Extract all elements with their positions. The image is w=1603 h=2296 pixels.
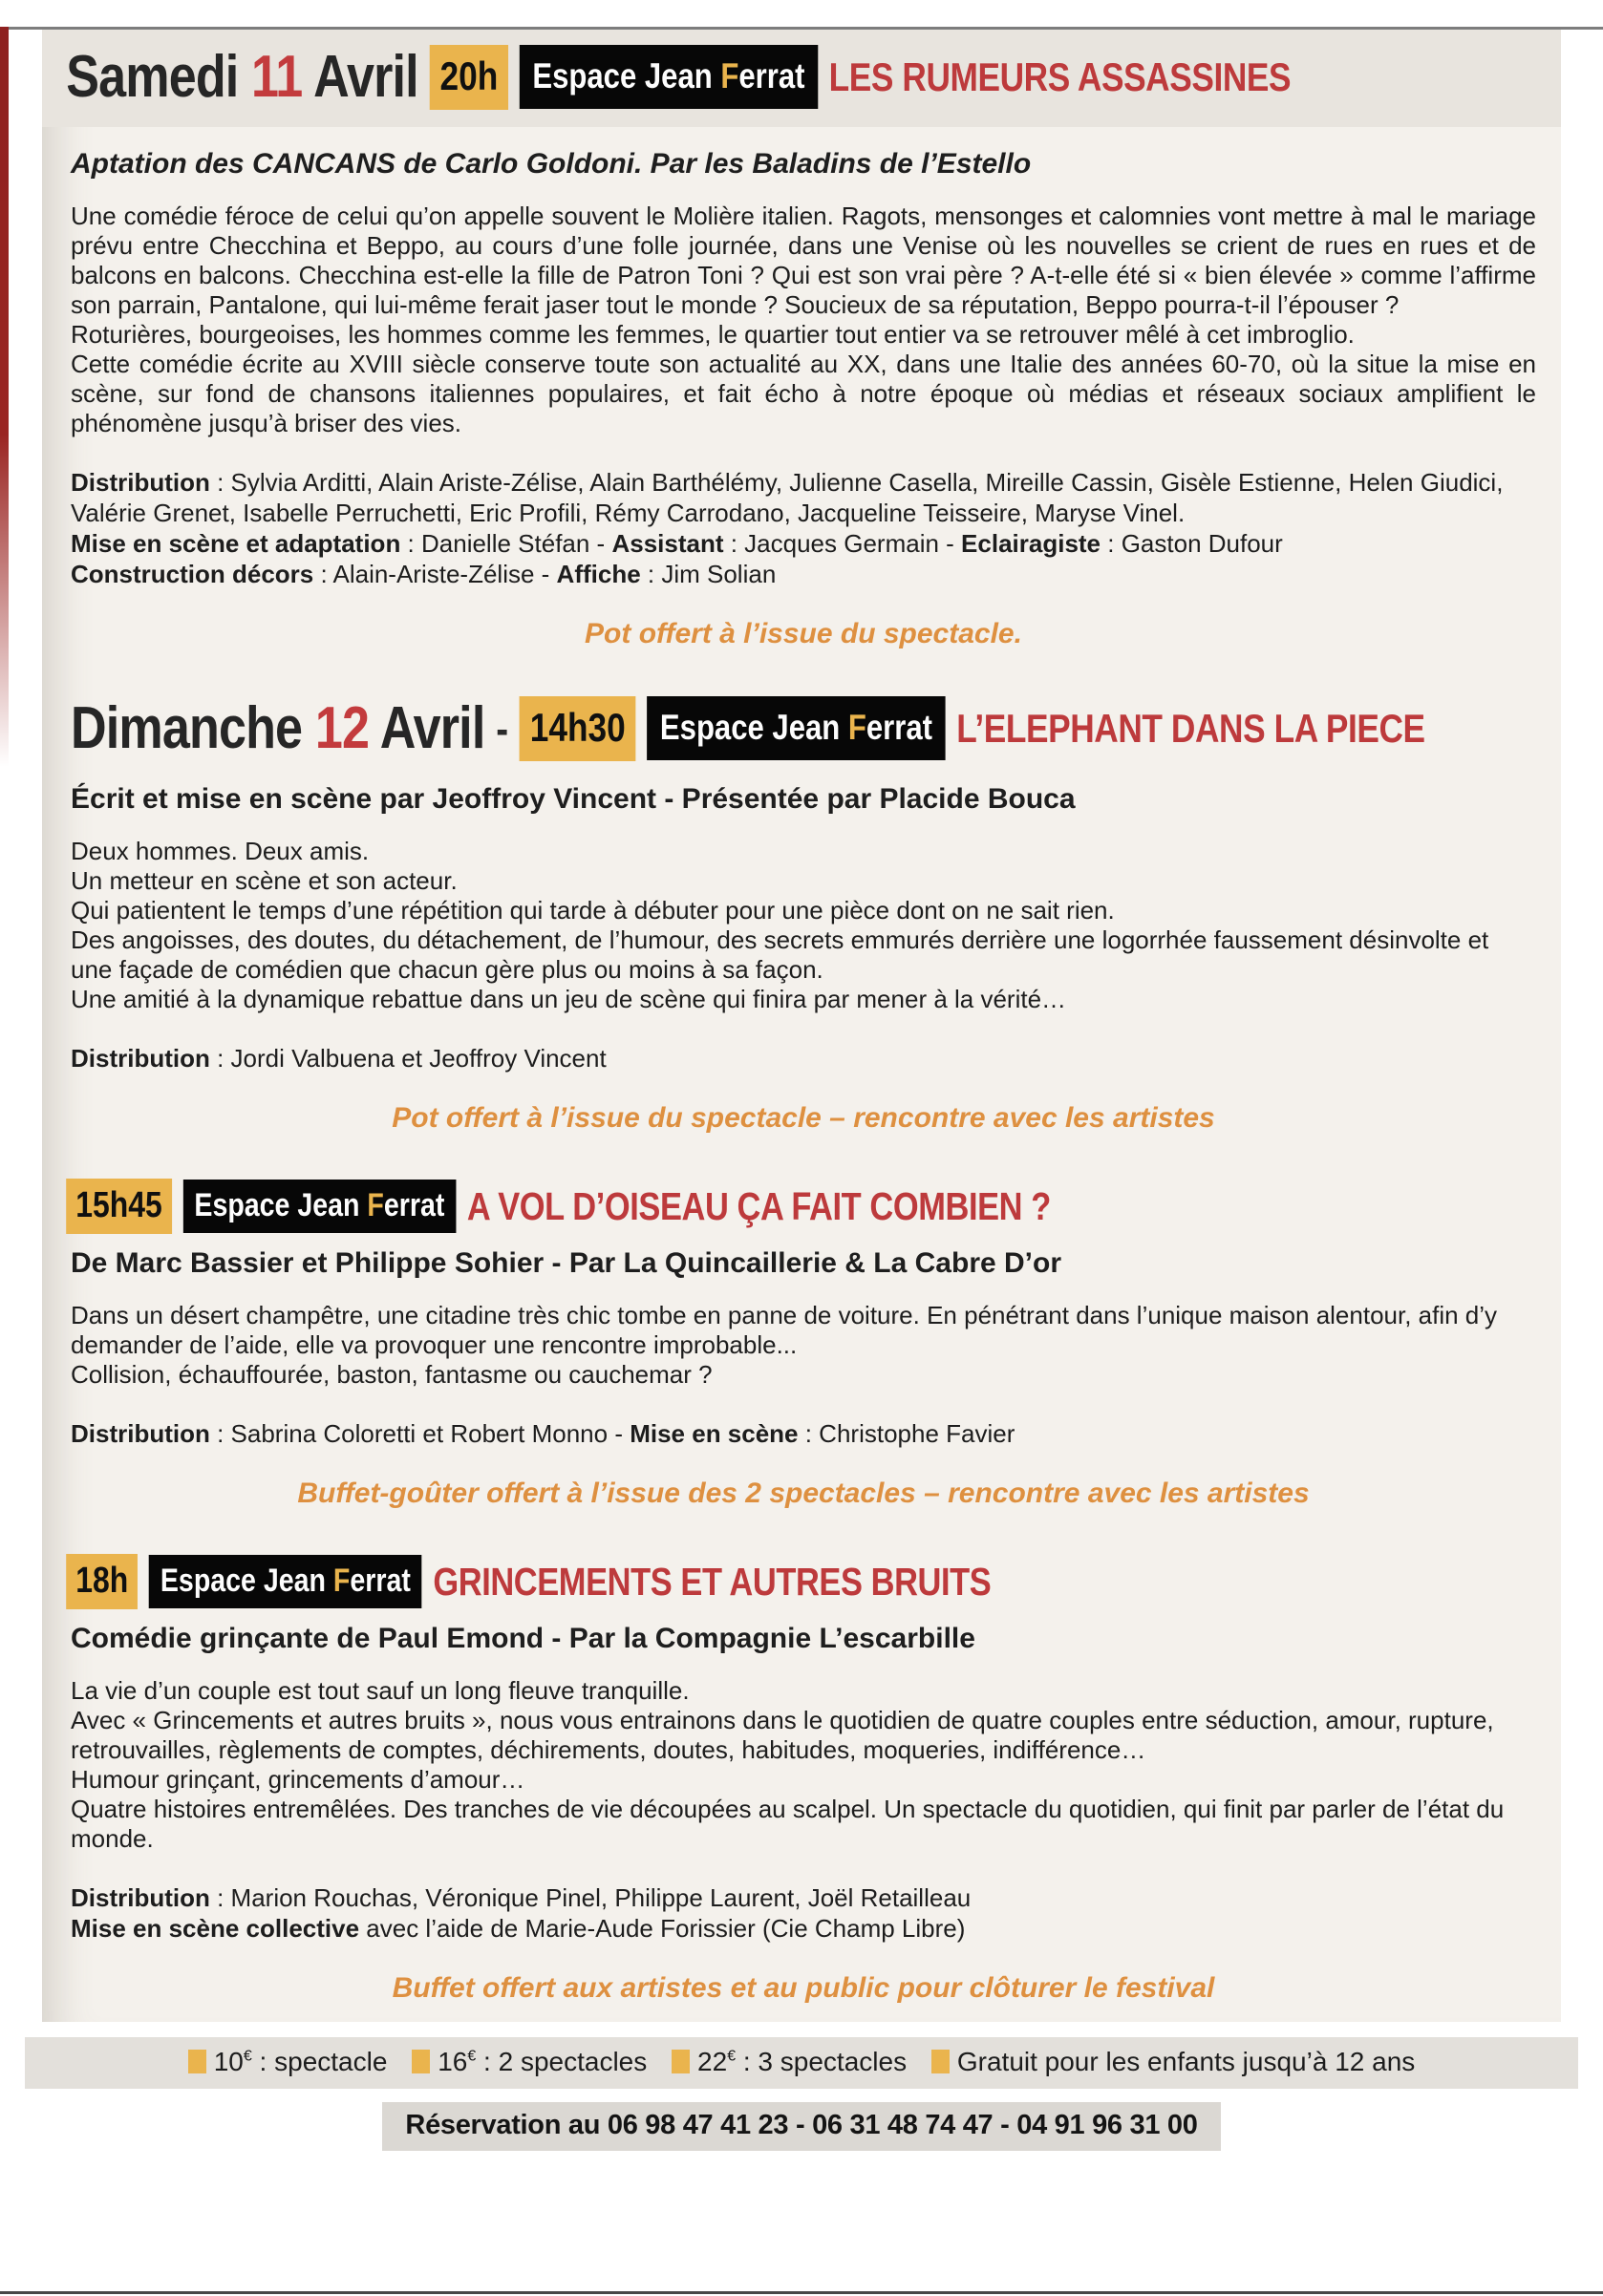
time-badge: 15h45: [66, 1179, 172, 1234]
paragraph: Deux hommes. Deux amis.: [71, 837, 370, 865]
venue-text: Espace Jean: [194, 1187, 368, 1223]
credits-line: [71, 1882, 1536, 1913]
credit-label: Mise en scène et adaptation: [71, 529, 401, 558]
credits-line: [71, 1043, 1536, 1074]
red-spine-bar: [0, 27, 9, 767]
body-area-15h45: [42, 1247, 1561, 1510]
venue-text-rest: errat: [383, 1187, 445, 1223]
samedi-heading-row: [42, 43, 1291, 111]
section-15h45: [42, 1179, 1561, 1510]
show-subtitle: De Marc Bassier et Philippe Sohier - Par La Quincaillerie & La Cabre D’or: [71, 1247, 1062, 1279]
show-description: [71, 1676, 1536, 1854]
paragraph: Quatre histoires entremêlées. Des tranches de vie découpées au scalpel. Un spectacle du quotidien, qui finit par parler de l’état du monde.: [71, 1795, 1505, 1853]
venue-text: Espace Jean: [532, 56, 721, 96]
price-amount: 22: [697, 2047, 728, 2076]
venue-accent-letter: F: [720, 56, 739, 96]
venue-badge: [183, 1180, 456, 1233]
paragraph: Avec « Grincements et autres bruits », nous vous entrainons dans le quotidien de quatre couples entre séduction, amour, rupture, retrouvailles, règlements de comptes, déchirements, doutes, habitudes, moqueries, indifférence…: [71, 1706, 1494, 1764]
page-bottom-edge-line: [0, 2291, 1603, 2294]
price-item: [914, 2047, 1415, 2076]
credit-value: : Marion Rouchas, Véronique Pinel, Philippe Laurent, Joël Retailleau: [209, 1883, 972, 1912]
samedi-header-band: [42, 27, 1561, 127]
show-title: L’ELEPHANT DANS LA PIECE: [956, 705, 1425, 751]
venue-accent-letter: F: [847, 708, 866, 747]
paragraph: Des angoisses, des doutes, du détachement, de l’humour, des secrets emmurés derrière une logorrhée faussement désinvolte et une façade de comédien que chacun gère plus ou moins à sa façon.: [71, 925, 1489, 984]
price-item: [188, 2047, 388, 2076]
day-name: Samedi: [66, 44, 239, 110]
show-title: A VOL D’OISEAU ÇA FAIT COMBIEN ?: [466, 1183, 1051, 1228]
credit-label: Distribution: [71, 1044, 210, 1073]
euro-sign: €: [467, 2048, 477, 2065]
credit-label: Distribution: [71, 1883, 210, 1912]
venue-text-rest: errat: [866, 708, 933, 747]
venue-text-rest: errat: [738, 56, 805, 96]
credits-line: [71, 1418, 1536, 1449]
credits-block: [71, 1882, 1536, 1944]
heading-dash: -: [496, 703, 509, 754]
price-label: : 2 spectacles: [476, 2047, 648, 2076]
euro-sign: €: [727, 2048, 737, 2065]
day-number: 11: [251, 44, 303, 110]
price-item: [654, 2047, 907, 2076]
show-title: LES RUMEURS ASSASSINES: [828, 53, 1292, 99]
credit-label: Mise en scène: [630, 1419, 799, 1448]
after-show-notice: Buffet-goûter offert à l’issue des 2 spectacles – rencontre avec les artistes: [297, 1478, 1310, 1509]
dimanche-heading-row: [71, 694, 1425, 762]
credit-value: : Sabrina Coloretti et Robert Monno -: [209, 1419, 631, 1448]
credit-label: Construction décors: [71, 560, 314, 588]
price-bullet-icon: [931, 2050, 950, 2073]
page-top-edge-line: [0, 27, 1603, 30]
venue-accent-letter: F: [332, 1563, 351, 1599]
paragraph: Qui patientent le temps d’une répétition qui tarde à débuter pour une pièce dont on ne sait rien.: [71, 896, 1115, 925]
time-badge: 14h30: [520, 696, 636, 761]
credit-value: : Danielle Stéfan -: [400, 529, 612, 558]
credit-value: : Christophe Favier: [798, 1419, 1015, 1448]
price-bullet-icon: [412, 2050, 430, 2073]
credits-line: [71, 1913, 1536, 1944]
venue-badge: [647, 696, 945, 760]
reservation-row: [0, 2102, 1603, 2151]
paragraph: La vie d’un couple est tout sauf un long fleuve tranquille.: [71, 1676, 690, 1705]
venue-text: Espace Jean: [659, 708, 848, 747]
section-18h: [42, 1554, 1561, 2005]
after-show-notice: Pot offert à l’issue du spectacle – rencontre avec les artistes: [392, 1102, 1215, 1134]
dimanche-body-area: [42, 694, 1561, 1135]
credits-line: [71, 467, 1536, 528]
time-badge: 20h: [430, 45, 509, 110]
show-subtitle: Écrit et mise en scène par Jeoffroy Vincent - Présentée par Placide Bouca: [71, 783, 1076, 815]
venue-text-rest: errat: [350, 1563, 411, 1599]
show-title: GRINCEMENTS ET AUTRES BRUITS: [433, 1559, 992, 1604]
euro-sign: €: [243, 2048, 252, 2065]
credit-value: : Jacques Germain -: [723, 529, 962, 558]
price-label: : 3 spectacles: [736, 2047, 908, 2076]
samedi-body-area: [42, 148, 1561, 650]
paragraph: Collision, échauffourée, baston, fantasme ou cauchemar ?: [71, 1360, 713, 1389]
price-item: [395, 2047, 647, 2076]
paragraph: Un metteur en scène et son acteur.: [71, 866, 458, 895]
credit-label: Assistant: [611, 529, 724, 558]
credit-value: : Alain-Ariste-Zélise -: [313, 560, 557, 588]
show-description: [71, 202, 1536, 438]
credit-label: Distribution: [71, 468, 210, 497]
credit-value: : Gaston Dufour: [1101, 529, 1283, 558]
festival-program-page: [0, 27, 1603, 2296]
show-description: [71, 837, 1536, 1014]
price-label: Gratuit pour les enfants jusqu’à 12 ans: [956, 2047, 1416, 2076]
paragraph: Une comédie féroce de celui qu’on appelle souvent le Molière italien. Ragots, mensonges et calomnies vont mettre à mal le mariage prévu entre Checchina et Beppo, au cours d’une folle journée, dans une Venise où les nouvelles se crient de rues en rues et de balcons en balcons. Checchina est-elle la fille de Patron Toni ? Qui est son vrai père ? A-t-elle été si « bien élevée » comme l’affirme son parrain, Pantalone, qui lui-même ferait jaser tout le monde ? Soucieux de sa réputation, Beppo pourra-t-il l’épouser ?: [71, 202, 1536, 319]
section-dimanche-12-avril: [42, 694, 1561, 1135]
show-subtitle: Aptation des CANCANS de Carlo Goldoni. Par les Baladins de l’Estello: [71, 148, 1032, 180]
credit-label: Distribution: [71, 1419, 210, 1448]
price-label: : spectacle: [251, 2047, 388, 2076]
price-band: [25, 2037, 1578, 2089]
credits-block: [71, 1418, 1536, 1449]
venue-text: Espace Jean: [160, 1563, 333, 1599]
day-number: 12: [314, 695, 370, 761]
show-description: [71, 1301, 1536, 1390]
credit-label: Affiche: [556, 560, 641, 588]
venue-accent-letter: F: [367, 1187, 384, 1223]
paragraph: Dans un désert champêtre, une citadine très chic tombe en panne de voiture. En pénétrant dans l’unique maison alentour, afin d’y demander de l’aide, elle va provoquer une rencontre improbable...: [71, 1301, 1498, 1359]
credits-line: [71, 528, 1536, 559]
credit-value: : Sylvia Arditti, Alain Ariste-Zélise, Alain Barthélémy, Julienne Casella, Mireille Cassin, Gisèle Estienne, Helen Giudici, Valérie Grenet, Isabelle Perruchetti, Eric Profili, Rémy Carrodano, Jacqueline Teisseire, Maryse Vinel.: [71, 468, 1504, 527]
month-name: Avril: [313, 44, 418, 110]
time-badge: 18h: [66, 1554, 138, 1609]
paragraph: Humour grinçant, grincements d’amour…: [71, 1765, 525, 1794]
reservation-text: Réservation au 06 98 47 41 23 - 06 31 48 74 47 - 04 91 96 31 00: [382, 2102, 1220, 2151]
credits-block: [71, 1043, 1536, 1074]
venue-badge: [149, 1555, 421, 1608]
credit-label: Mise en scène collective: [71, 1914, 360, 1943]
paragraph: Roturières, bourgeoises, les hommes comme les femmes, le quartier tout entier va se retrouver mêlé à cet imbroglio.: [71, 320, 1355, 349]
day-name: Dimanche: [71, 695, 303, 761]
price-amount: 10: [213, 2047, 244, 2076]
show-subtitle: Comédie grinçante de Paul Emond - Par la Compagnie L’escarbille: [71, 1623, 975, 1654]
body-area-18h: [42, 1623, 1561, 2005]
credit-label: Eclairagiste: [961, 529, 1101, 558]
section-samedi-11-avril: [42, 27, 1561, 650]
credit-value: : Jordi Valbuena et Jeoffroy Vincent: [209, 1044, 607, 1073]
date-heading: [66, 43, 418, 111]
price-amount: 16: [438, 2047, 468, 2076]
program-content: [42, 27, 1561, 2022]
venue-badge: [520, 45, 818, 109]
price-bullet-icon: [188, 2050, 206, 2073]
month-name: Avril: [379, 695, 485, 761]
paragraph: Cette comédie écrite au XVIII siècle conserve toute son actualité au XX, dans une Italie des années 60-70, où la situe la mise en scène, sur fond de chansons italiennes populaires, et fait écho à notre époque où médias et réseaux sociaux amplifient le phénomène jusqu’à briser des vies.: [71, 350, 1536, 437]
date-heading: [71, 694, 484, 762]
heading-row-18h: [42, 1554, 991, 1609]
after-show-notice: Buffet offert aux artistes et au public pour clôturer le festival: [392, 1972, 1215, 2004]
credits-block: [71, 467, 1536, 589]
price-bullet-icon: [672, 2050, 690, 2073]
after-show-notice: Pot offert à l’issue du spectacle.: [585, 618, 1022, 649]
heading-row-15h45: [42, 1179, 1051, 1234]
credit-value: avec l’aide de Marie-Aude Forissier (Cie Champ Libre): [359, 1914, 966, 1943]
credits-line: [71, 559, 1536, 589]
credit-value: : Jim Solian: [640, 560, 777, 588]
paragraph: Une amitié à la dynamique rebattue dans un jeu de scène qui finira par mener à la vérité…: [71, 985, 1067, 1013]
